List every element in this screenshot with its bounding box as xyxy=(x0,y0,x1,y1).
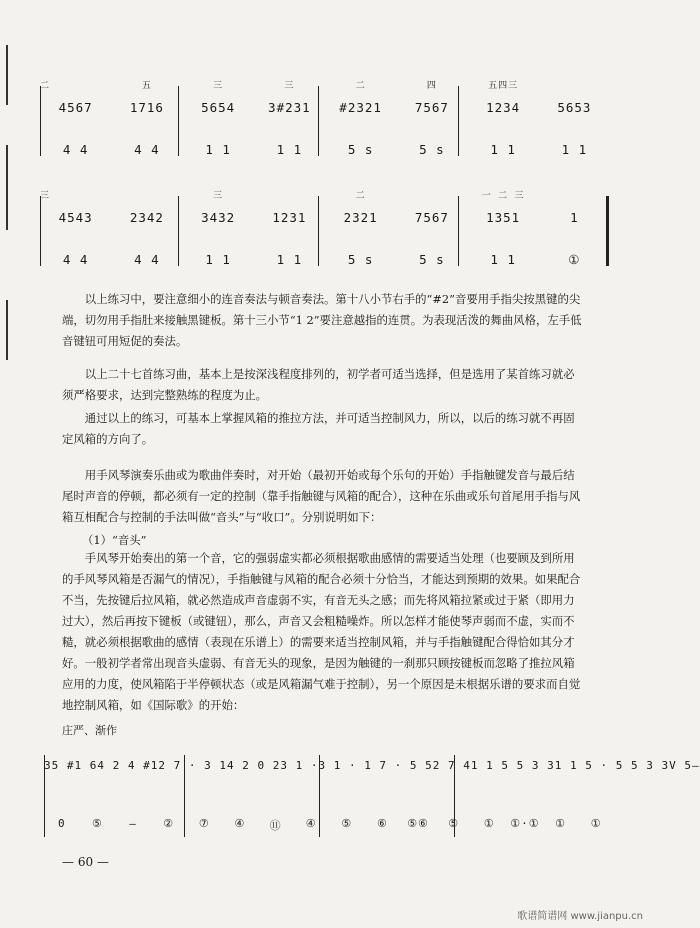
measure-notes: 2342 xyxy=(129,210,164,225)
bass-notes: ④ xyxy=(234,817,246,830)
page-number: — 60 — xyxy=(62,855,109,869)
bass-row xyxy=(40,142,610,157)
measure-notes: 4 2 4 #1 xyxy=(97,759,159,772)
measure-notes: 3 xyxy=(44,759,52,772)
measure-notes: 2 7 · 3 1 xyxy=(158,759,227,772)
bass-notes: 5 s xyxy=(419,142,445,157)
treble-row xyxy=(40,100,610,115)
fingering: 五四三 xyxy=(488,81,519,91)
bass-row xyxy=(44,817,614,833)
bass-notes: 1 1 xyxy=(276,252,303,267)
fingering: 三 xyxy=(213,81,224,91)
bass-notes: — xyxy=(129,817,137,830)
watermark: 歌谱简谱网 www.jianpu.cn xyxy=(517,911,643,922)
measure-notes: 2 7 4 xyxy=(432,759,471,772)
bass-notes: ① xyxy=(568,252,581,267)
measure-notes: 7567 xyxy=(414,210,449,225)
bass-notes: ⑤⑥ xyxy=(407,817,429,830)
bass-notes: 1 1 xyxy=(490,142,516,157)
measure-notes: 1 xyxy=(570,210,579,225)
measure-notes: 4567 xyxy=(58,100,93,115)
bass-notes: 1 1 xyxy=(276,142,303,157)
fingering: 一 二 三 xyxy=(481,191,525,201)
measure-notes: #2321 xyxy=(339,100,382,115)
bass-notes: 4 4 xyxy=(134,142,160,157)
bass-notes: 5 s xyxy=(347,252,374,267)
binding-mark xyxy=(6,300,8,360)
measure-notes: 3 1 · 1 7 · 5 5 xyxy=(318,759,433,772)
binding-mark xyxy=(6,145,8,230)
paragraph: 用手风琴演奏乐曲或为歌曲伴奏时，对开始（最初开始或每个乐句的开始）手指触键发音与最后结尾时声音的停顿，都必须有一定的控制（靠手指触键与风箱的配合），这种在乐曲或乐句首尾用手指与风箱互相配合与控制的手法叫做“音头”与“收口”。分别说明如下： xyxy=(62,468,581,524)
score-staff-1 xyxy=(40,78,610,158)
bass-notes: 1 1 xyxy=(205,252,231,267)
treble-row xyxy=(40,210,610,225)
measure-notes: 4 2 0 2 xyxy=(226,759,281,772)
bass-notes: ⑪ xyxy=(269,819,282,832)
measure-notes: 3 1 · xyxy=(280,759,319,772)
treble-row xyxy=(44,759,700,772)
fingering: 三 xyxy=(213,191,224,201)
bass-notes: ② xyxy=(163,817,175,830)
bass-notes: ① xyxy=(483,817,495,830)
fingering: 二 xyxy=(355,81,366,91)
measure-notes: 1 1 5 5 3 3 xyxy=(470,759,555,772)
bass-notes: ⑤ xyxy=(92,817,103,830)
bass-notes: 4 4 xyxy=(62,252,89,267)
bass-notes: 1 1 xyxy=(205,142,231,157)
bass-notes: 5 s xyxy=(419,252,445,267)
fingering: 四 xyxy=(426,81,437,91)
bass-notes: ①·① xyxy=(510,817,540,830)
paragraph: 以上练习中，要注意细小的连音奏法与顿音奏法。第十八小节右手的“#2”音要用手指尖按黑键的尖端，切勿用手指肚来接触黑键板。第十三小节“1 2”要注意越指的连贯。为表现活泼的舞曲风格，左手低音键钮可用短促的奏法。 xyxy=(62,292,582,348)
bass-notes: ⑤ xyxy=(448,817,460,830)
paragraph: 手风琴开始奏出的第一个音，它的强弱虚实都必须根据歌曲感情的需要适当处理（也要顾及到所用的手风琴风箱是否漏气的情况），手指触键与风箱的配合必须十分恰当，才能达到预期的效果。如果配合不当，先按键后拉风箱，就必然造成声音虚弱不实，有音无头之感；而先将风箱拉紧或过于紧（即用力过大），然后再按下键板（或键钮），那么，声音又会粗糙噪炸。所以怎样才能使琴声弱而不虚，实而不糙，就必须根据歌曲的感情（表现在乐谱上）的需要来适当控制风箱，并与手指触键配合得恰如其分才好。一般初学者常出现音头虚弱、有音无头的现象，是因为触键的一刹那只顾按键板而忽略了推拉风箱应用的力度，使风箱陷于半停顿状态（或是风箱漏气难于控制），另一个原因是未根据乐谱的要求而自觉地控制风箱，如《国际歌》的开始： xyxy=(62,551,581,712)
tempo-marking: 庄严、渐作 xyxy=(62,724,117,737)
measure-notes: 1231 xyxy=(272,210,307,225)
measure-notes: 3432 xyxy=(201,210,236,225)
fingering: 三 xyxy=(284,81,295,91)
bass-notes: ① xyxy=(555,817,566,830)
subheading: （1）“音头” xyxy=(82,533,147,547)
bass-notes: 4 4 xyxy=(134,252,160,267)
bass-notes: ⑦ xyxy=(198,817,210,830)
bass-notes: ① xyxy=(590,817,602,830)
fingering: 三 xyxy=(40,191,51,201)
bass-notes: 0 xyxy=(58,817,66,830)
measure-notes: 1234 xyxy=(486,100,521,115)
measure-notes: 1 1 5 · 5 5 3 3 xyxy=(554,759,670,772)
bass-row xyxy=(40,252,610,267)
measure-notes: V 5 xyxy=(669,759,692,772)
fingering: 二 xyxy=(40,81,51,91)
binding-mark xyxy=(6,45,8,105)
score-internationale xyxy=(44,745,700,837)
measure-notes: 7567 xyxy=(414,100,449,115)
measure-notes: — xyxy=(692,759,700,772)
paragraph: 通过以上的练习，可基本上掌握风箱的推拉方法，并可适当控制风力，所以，以后的练习就不再固定风箱的方向了。 xyxy=(62,411,575,446)
bass-notes: ④ xyxy=(305,817,317,830)
score-staff-2 xyxy=(40,188,610,268)
measure-notes: 2321 xyxy=(343,210,378,225)
paragraph: 以上二十七首练习曲，基本上是按深浅程度排列的，初学者可适当选择，但是选用了某首练习就必须严格要求，达到完整熟练的程度为止。 xyxy=(62,367,575,402)
measure-notes: 5653 xyxy=(557,100,592,115)
measure-notes: 3#231 xyxy=(268,100,311,115)
measure-notes: 4543 xyxy=(58,210,93,225)
bass-notes: ⑥ xyxy=(377,817,388,830)
bass-notes: 1 1 xyxy=(561,142,588,157)
fingering-row xyxy=(40,188,610,201)
bass-notes: 4 4 xyxy=(62,142,89,157)
measure-notes: 1716 xyxy=(129,100,164,115)
fingering: 二 xyxy=(355,191,366,201)
bass-notes: 1 1 xyxy=(490,252,516,267)
bass-notes: 5 s xyxy=(347,142,374,157)
fingering: 五 xyxy=(141,81,152,91)
fingering-row xyxy=(40,78,610,91)
measure-notes: 5654 xyxy=(201,100,236,115)
measure-notes: 5 #1 6 xyxy=(51,759,98,772)
bass-notes: ⑤ xyxy=(341,817,353,830)
measure-notes: 1351 xyxy=(486,210,521,225)
